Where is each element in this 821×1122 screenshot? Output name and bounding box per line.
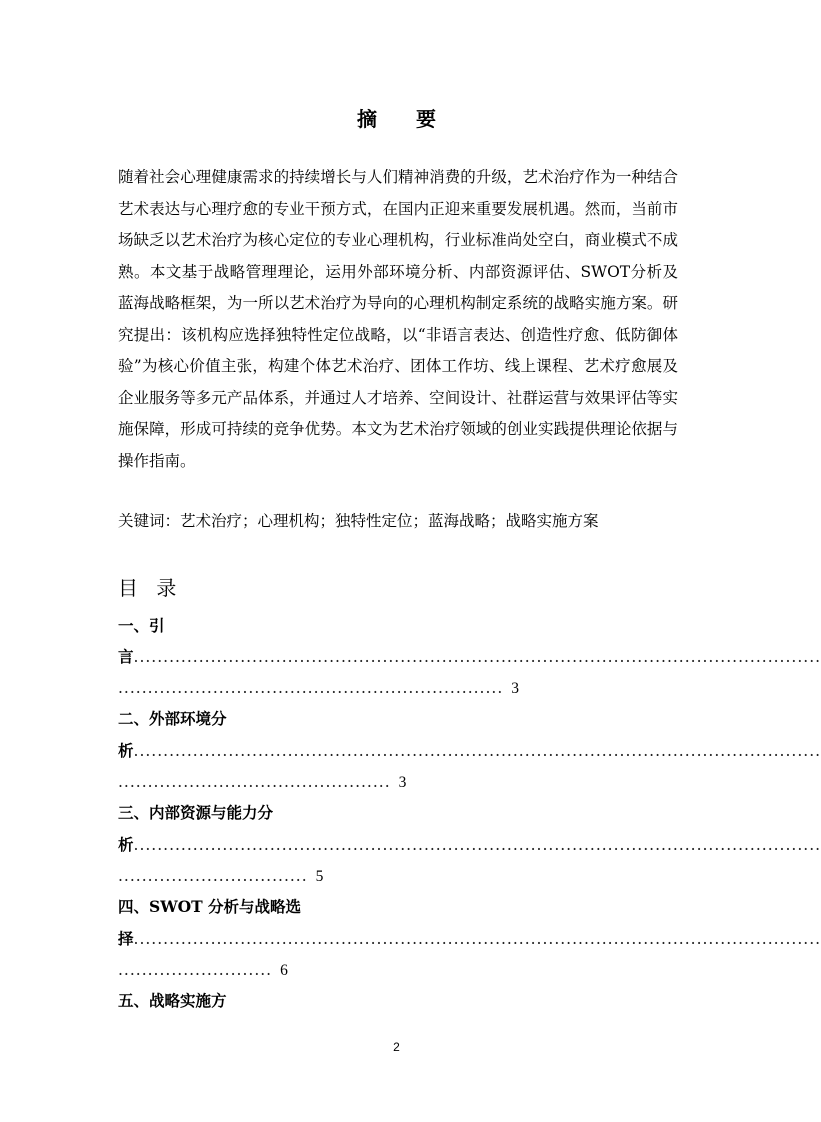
toc-entry-2-page: 3 bbox=[398, 774, 407, 791]
toc-entry-4-heading: 四、SWOT 分析与战略选 bbox=[118, 897, 302, 916]
toc-dot-leader: .............................................. bbox=[118, 773, 391, 791]
toc-entry-1-page: 3 bbox=[511, 680, 520, 697]
toc-entry-1-heading: 一、引 bbox=[118, 616, 165, 635]
toc-dot-leader: .......................... bbox=[118, 961, 273, 979]
toc-entry-3-page-line bbox=[118, 861, 678, 891]
toc-entry-4-tail: 择 bbox=[118, 929, 134, 948]
toc-entry-3-heading: 三、内部资源与能力分 bbox=[118, 803, 274, 822]
toc-entry-2-tail: 析 bbox=[118, 741, 134, 760]
toc-entry-4-page-line bbox=[118, 955, 678, 985]
toc-entry-4-leader bbox=[118, 924, 821, 954]
toc-dot-leader: .................................................................................................................... bbox=[133, 930, 821, 948]
toc-dot-leader: .................................................................................................................... bbox=[133, 836, 821, 854]
toc-entry-3-leader bbox=[118, 830, 821, 860]
toc-dot-leader: ................................ bbox=[118, 867, 308, 885]
keywords-line: 关键词：艺术治疗；心理机构；独特性定位；蓝海战略；战略实施方案 bbox=[118, 512, 599, 530]
toc-entry-3-tail: 析 bbox=[118, 835, 134, 854]
toc-entry-2-page-line bbox=[118, 767, 678, 797]
toc-entry-2-heading: 二、外部环境分 bbox=[118, 709, 227, 728]
toc-dot-leader: .................................................................................................................... bbox=[133, 648, 821, 666]
abstract-body: 随着社会心理健康需求的持续增长与人们精神消费的升级，艺术治疗作为一种结合艺术表达与心理疗愈的专业干预方式，在国内正迎来重要发展机遇。然而，当前市场缺乏以艺术治疗为核心定位的专业心理机构，行业标准尚处空白，商业模式不成熟。本文基于战略管理理论，运用外部环境分析、内部资源评估、SWOT分析及蓝海战略框架，为一所以艺术治疗为导向的心理机构制定系统的战略实施方案。研究提出：该机构应选择独特性定位战略，以“非语言表达、创造性疗愈、低防御体验”为核心价值主张，构建个体艺术治疗、团体工作坊、线上课程、艺术疗愈展及企业服务等多元产品体系，并通过人才培养、空间设计、社群运营与效果评估等实施保障，形成可持续的竞争优势。本文为艺术治疗领域的创业实践提供理论依据与操作指南。 bbox=[118, 168, 678, 470]
toc-entry-4-page: 6 bbox=[280, 962, 288, 979]
toc-entry-1-page-line bbox=[118, 673, 678, 703]
page-number: 2 bbox=[393, 1040, 400, 1054]
toc-entry-1-tail: 言 bbox=[118, 647, 134, 666]
toc-entry-3-page: 5 bbox=[315, 868, 324, 885]
toc-entry-5-heading: 五、战略实施方 bbox=[118, 991, 227, 1010]
toc-heading: 目 录 bbox=[118, 576, 183, 600]
toc-entry-1-leader bbox=[118, 642, 821, 672]
toc-dot-leader: .................................................................................................................... bbox=[133, 742, 821, 760]
toc-entry-2-leader bbox=[118, 736, 821, 766]
abstract-title: 摘 要 bbox=[357, 107, 452, 131]
toc-dot-leader: ................................................................. bbox=[118, 679, 504, 697]
